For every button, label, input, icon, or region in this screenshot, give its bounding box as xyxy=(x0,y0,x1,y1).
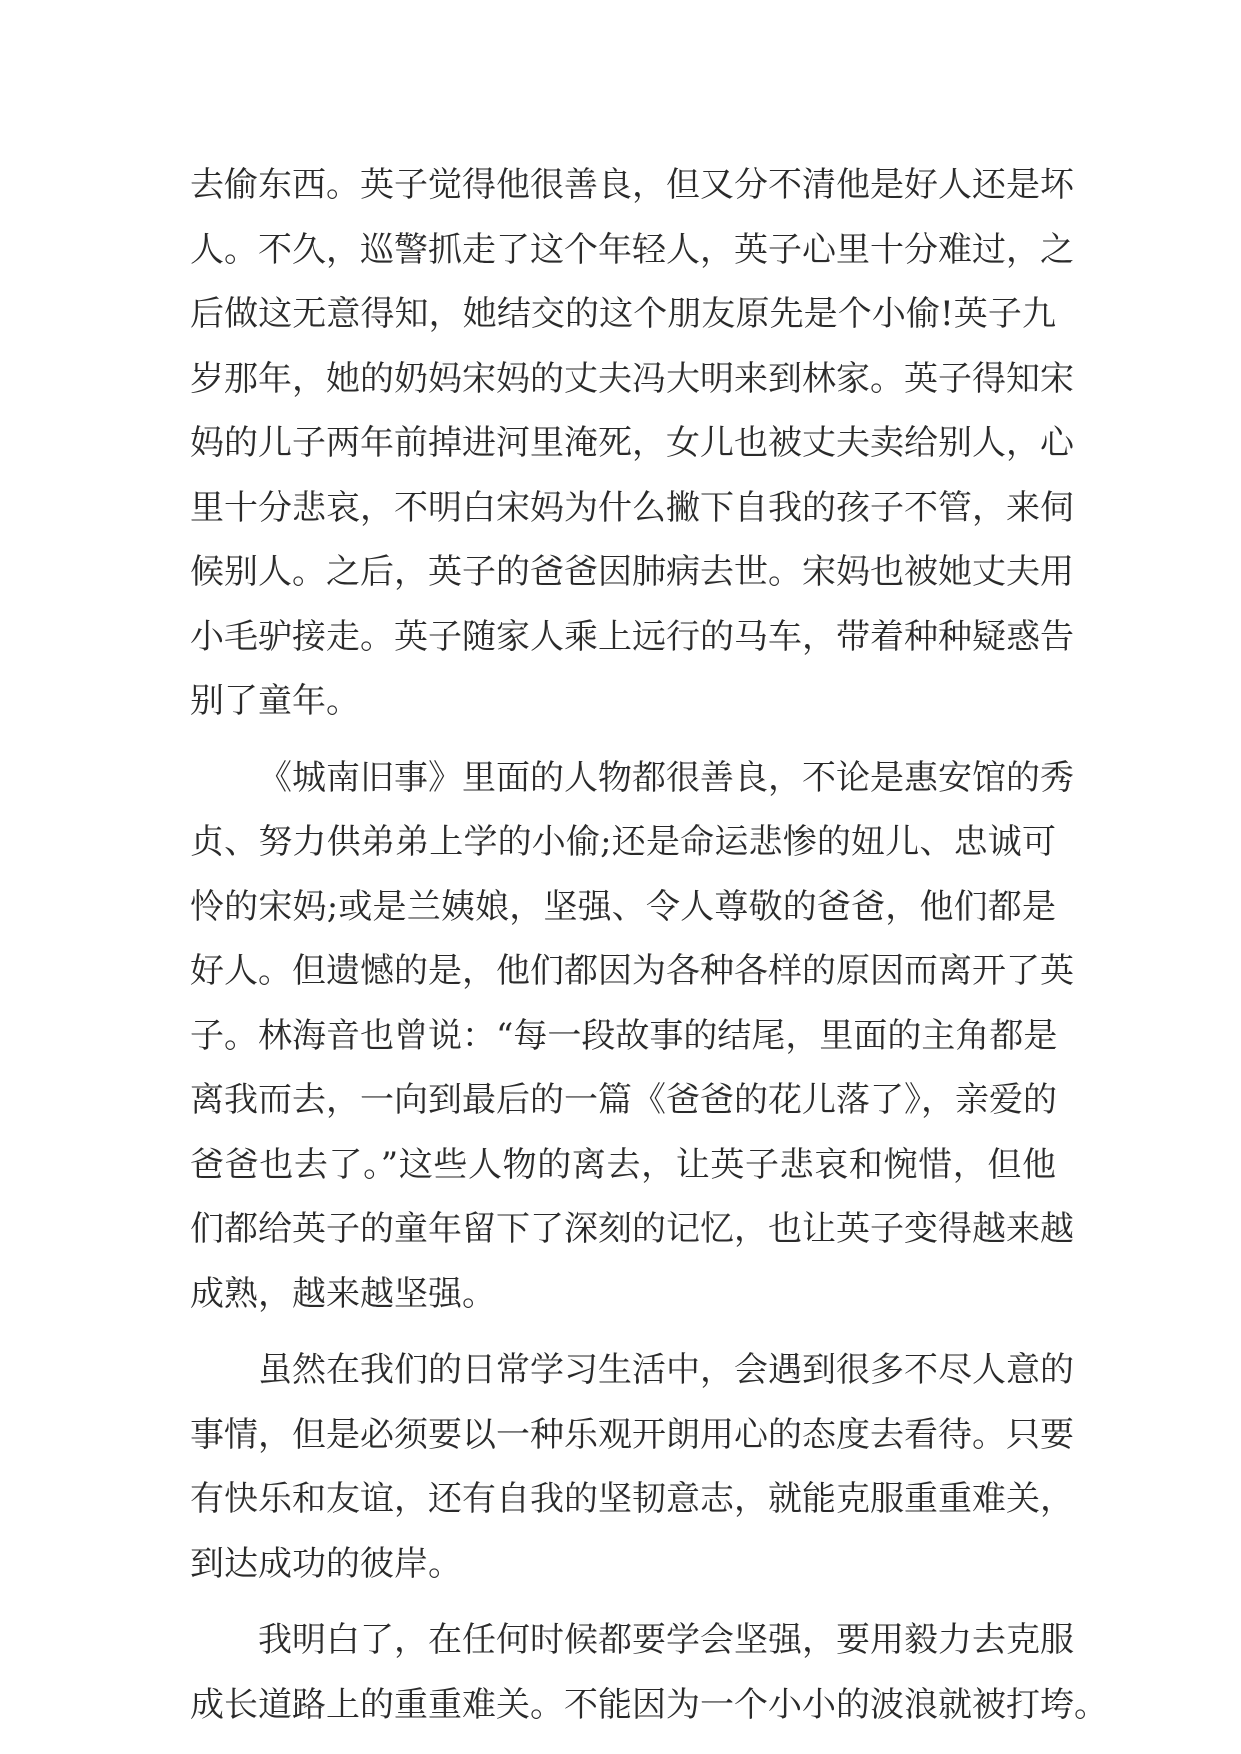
text-line: 有快乐和友谊，还有自我的坚韧意志，就能克服重重难关， xyxy=(190,1479,1074,1519)
text-line: 候别人。之后，英子的爸爸因肺病去世。宋妈也被她丈夫用 xyxy=(190,552,1074,592)
text-line: 小毛驴接走。英子随家人乘上远行的马车，带着种种疑惑告 xyxy=(190,616,1074,657)
text-line: 成长道路上的重重难关。不能因为一个小小的波浪就被打垮。 xyxy=(190,1684,1108,1725)
text-line: 虽然在我们的日常学习生活中，会遇到很多不尽人意的 xyxy=(258,1350,1074,1390)
text-line: 离我而去，一向到最后的一篇《爸爸的花儿落了》，亲爱的 xyxy=(190,1080,1057,1120)
document-body xyxy=(190,153,1108,1737)
text-line: 们都给英子的童年留下了深刻的记忆，也让英子变得越来越 xyxy=(190,1209,1074,1249)
paragraph xyxy=(190,1608,1108,1737)
text-line: 好人。但遗憾的是，他们都因为各种各样的原因而离开了英 xyxy=(190,951,1074,991)
paragraph xyxy=(190,746,1074,1327)
text-line: 妈的儿子两年前掉进河里淹死，女儿也被丈夫卖给别人，心 xyxy=(190,423,1074,463)
paragraph-spacing xyxy=(190,1596,1056,1608)
text-line: 《城南旧事》里面的人物都很善良，不论是惠安馆的秀 xyxy=(258,757,1074,798)
text-line: 后做这无意得知，她结交的这个朋友原先是个小偷!英子九 xyxy=(190,294,1056,334)
text-line: 事情，但是必须要以一种乐观开朗用心的态度去看待。只要 xyxy=(190,1414,1074,1455)
text-line: 成熟，越来越坚强。 xyxy=(190,1273,496,1314)
text-line: 去偷东西。英子觉得他很善良，但又分不清他是好人还是坏 xyxy=(190,165,1074,205)
paragraph-spacing xyxy=(190,1326,1056,1338)
text-line: 别了童年。 xyxy=(190,681,360,721)
text-line: 怜的宋妈;或是兰姨娘，坚强、令人尊敬的爸爸，他们都是 xyxy=(190,886,1056,927)
text-line: 到达成功的彼岸。 xyxy=(190,1543,462,1584)
text-line: 爸爸也去了。”这些人物的离去，让英子悲哀和惋惜，但他 xyxy=(190,1144,1056,1185)
text-line: 里十分悲哀，不明白宋妈为什么撇下自我的孩子不管，来伺 xyxy=(190,487,1074,528)
text-line: 我明白了，在任何时候都要学会坚强，要用毅力去克服 xyxy=(258,1620,1074,1660)
text-line: 人。不久，巡警抓走了这个年轻人，英子心里十分难过，之 xyxy=(190,229,1074,270)
paragraph-spacing xyxy=(190,734,1056,746)
text-line: 子。林海音也曾说：“每一段故事的结尾，里面的主角都是 xyxy=(190,1015,1058,1056)
paragraph xyxy=(190,153,1074,734)
text-line: 贞、努力供弟弟上学的小偷;还是命运悲惨的妞儿、忠诚可 xyxy=(190,822,1056,862)
text-line: 岁那年，她的奶妈宋妈的丈夫冯大明来到林家。英子得知宋 xyxy=(190,358,1074,399)
paragraph xyxy=(190,1338,1074,1596)
